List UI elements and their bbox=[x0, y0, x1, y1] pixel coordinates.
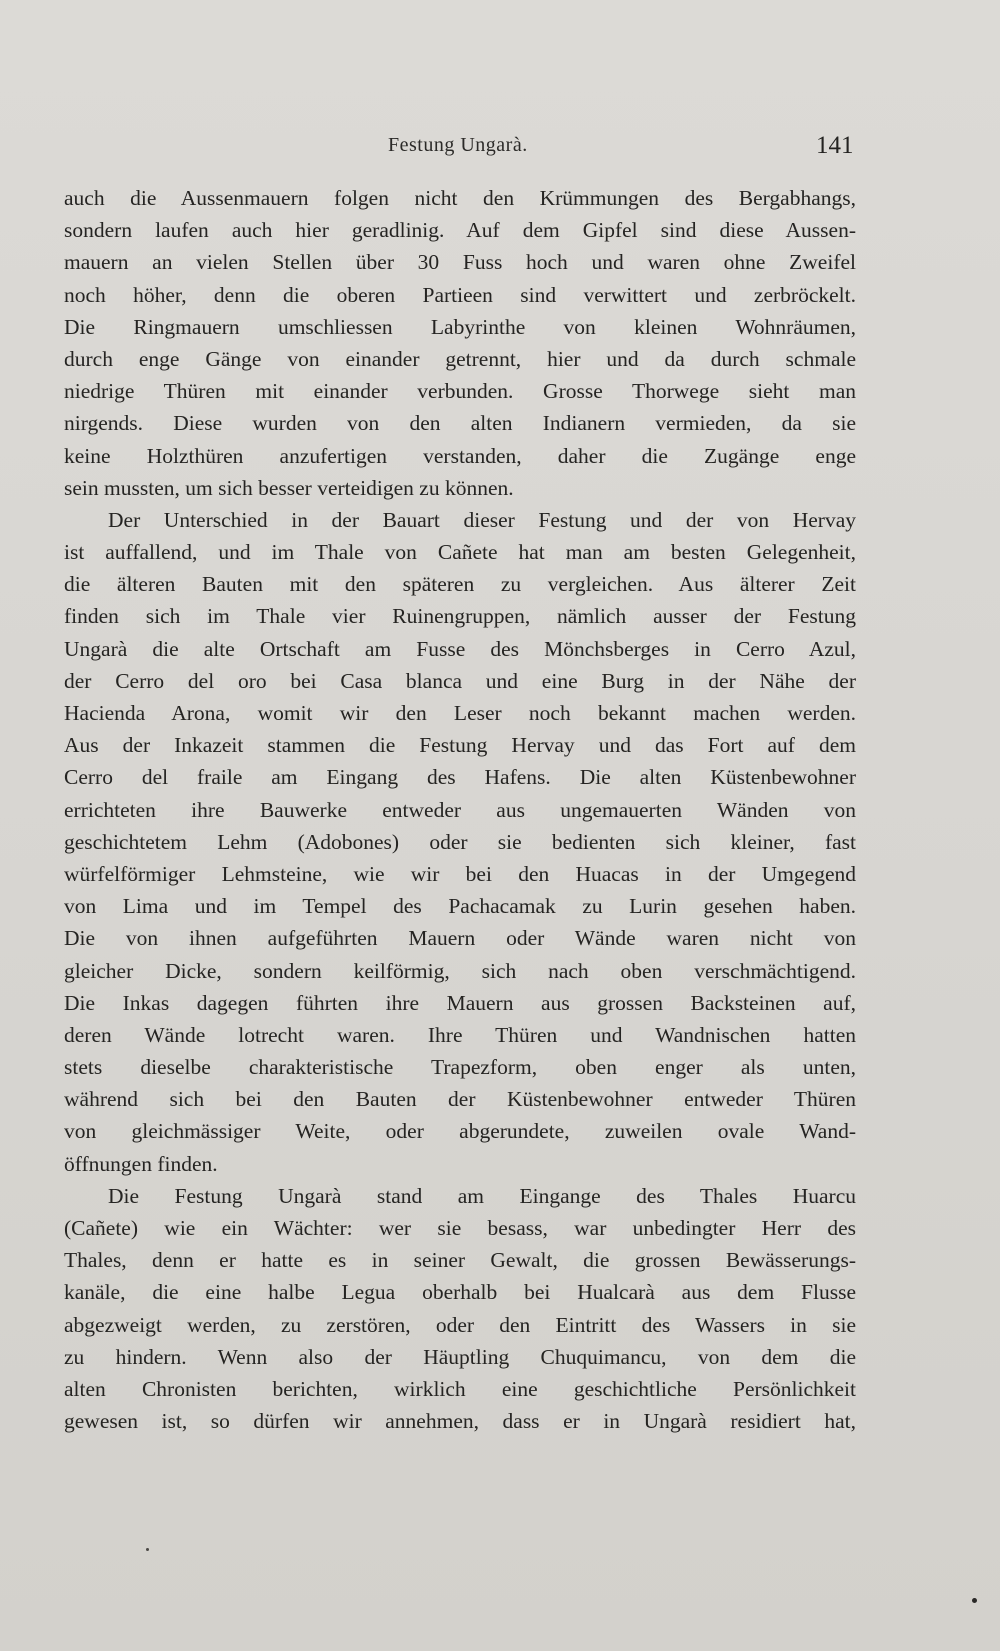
page-number: 141 bbox=[816, 132, 854, 159]
text-line: zu hindern. Wenn also der Häuptling Chuquimancu, von dem die bbox=[64, 1344, 856, 1369]
text-line: Cerro del fraile am Eingang des Hafens. Die alten Küstenbewohner bbox=[64, 765, 856, 790]
text-line: gewesen ist, so dürfen wir annehmen, dass er in Ungarà residiert hat, bbox=[64, 1409, 856, 1434]
text-line: ist auffallend, und im Thale von Cañete hat man am besten Gelegenheit, bbox=[64, 540, 856, 565]
running-title: Festung Ungarà. bbox=[388, 134, 528, 156]
text-line: der Cerro del oro bei Casa blanca und eine Burg in der Nähe der bbox=[64, 668, 856, 693]
body-text bbox=[64, 182, 856, 1437]
text-line: auch die Aussenmauern folgen nicht den Krümmungen des Bergabhangs, bbox=[64, 186, 856, 210]
text-line: kanäle, die eine halbe Legua oberhalb bei Hualcarà aus dem Flusse bbox=[64, 1280, 856, 1305]
text-line: würfelförmiger Lehmsteine, wie wir bei den Huacas in der Umgegend bbox=[64, 861, 856, 886]
text-line: nirgends. Diese wurden von den alten Indianern vermieden, da sie bbox=[64, 411, 856, 436]
text-line: niedrige Thüren mit einander verbunden. Grosse Thorwege sieht man bbox=[64, 379, 856, 404]
paragraph-start-line: Die Festung Ungarà stand am Eingange des Thales Huarcu bbox=[108, 1183, 856, 1208]
text-line: Die Ringmauern umschliessen Labyrinthe von kleinen Wohnräumen, bbox=[64, 314, 856, 339]
text-line: geschichtetem Lehm (Adobones) oder sie bedienten sich kleiner, fast bbox=[64, 829, 856, 854]
text-line: gleicher Dicke, sondern keilförmig, sich nach oben verschmächtigend. bbox=[64, 958, 856, 983]
text-line: sein mussten, um sich besser verteidigen zu können. bbox=[64, 475, 514, 500]
text-line: Hacienda Arona, womit wir den Leser noch bekannt machen werden. bbox=[64, 701, 856, 725]
text-line: deren Wände lotrecht waren. Ihre Thüren und Wandnischen hatten bbox=[64, 1022, 856, 1047]
text-line: keine Holzthüren anzufertigen verstanden, daher die Zugänge enge bbox=[64, 443, 856, 468]
paragraph-start-line: Der Unterschied in der Bauart dieser Festung und der von Hervay bbox=[108, 507, 856, 532]
text-line: sondern laufen auch hier geradlinig. Auf dem Gipfel sind diese Aussen- bbox=[64, 218, 856, 243]
text-line: (Cañete) wie ein Wächter: wer sie besass, war unbedingter Herr des bbox=[64, 1216, 856, 1240]
text-line: abgezweigt werden, zu zerstören, oder den Eintritt des Wassers in sie bbox=[64, 1312, 856, 1337]
text-line: errichteten ihre Bauwerke entweder aus ungemauerten Wänden von bbox=[64, 797, 856, 822]
text-line: Die von ihnen aufgeführten Mauern oder Wände waren nicht von bbox=[64, 926, 856, 951]
text-line: finden sich im Thale vier Ruinengruppen, nämlich ausser der Festung bbox=[64, 604, 856, 629]
text-line: von Lima und im Tempel des Pachacamak zu Lurin gesehen haben. bbox=[64, 894, 856, 919]
ink-speck bbox=[146, 1548, 149, 1551]
text-line: alten Chronisten berichten, wirklich eine geschichtliche Persönlichkeit bbox=[64, 1376, 856, 1401]
text-line: Thales, denn er hatte es in seiner Gewalt, die grossen Bewässerungs- bbox=[64, 1248, 856, 1273]
text-line: die älteren Bauten mit den späteren zu vergleichen. Aus älterer Zeit bbox=[64, 572, 856, 597]
text-line: mauern an vielen Stellen über 30 Fuss hoch und waren ohne Zweifel bbox=[64, 250, 856, 275]
text-line: Ungarà die alte Ortschaft am Fusse des Mönchsberges in Cerro Azul, bbox=[64, 636, 856, 661]
text-line: noch höher, denn die oberen Partieen sind verwittert und zerbröckelt. bbox=[64, 282, 856, 307]
text-line: von gleichmässiger Weite, oder abgerundete, zuweilen ovale Wand- bbox=[64, 1119, 856, 1144]
text-line: öffnungen finden. bbox=[64, 1151, 218, 1176]
text-line: während sich bei den Bauten der Küstenbewohner entweder Thüren bbox=[64, 1087, 856, 1112]
running-head bbox=[0, 128, 1000, 168]
ink-speck bbox=[972, 1598, 977, 1603]
text-line: Aus der Inkazeit stammen die Festung Hervay und das Fort auf dem bbox=[64, 733, 856, 758]
text-line: durch enge Gänge von einander getrennt, hier und da durch schmale bbox=[64, 346, 856, 371]
text-line: Die Inkas dagegen führten ihre Mauern aus grossen Backsteinen auf, bbox=[64, 990, 856, 1015]
text-line: stets dieselbe charakteristische Trapezform, oben enger als unten, bbox=[64, 1055, 856, 1080]
